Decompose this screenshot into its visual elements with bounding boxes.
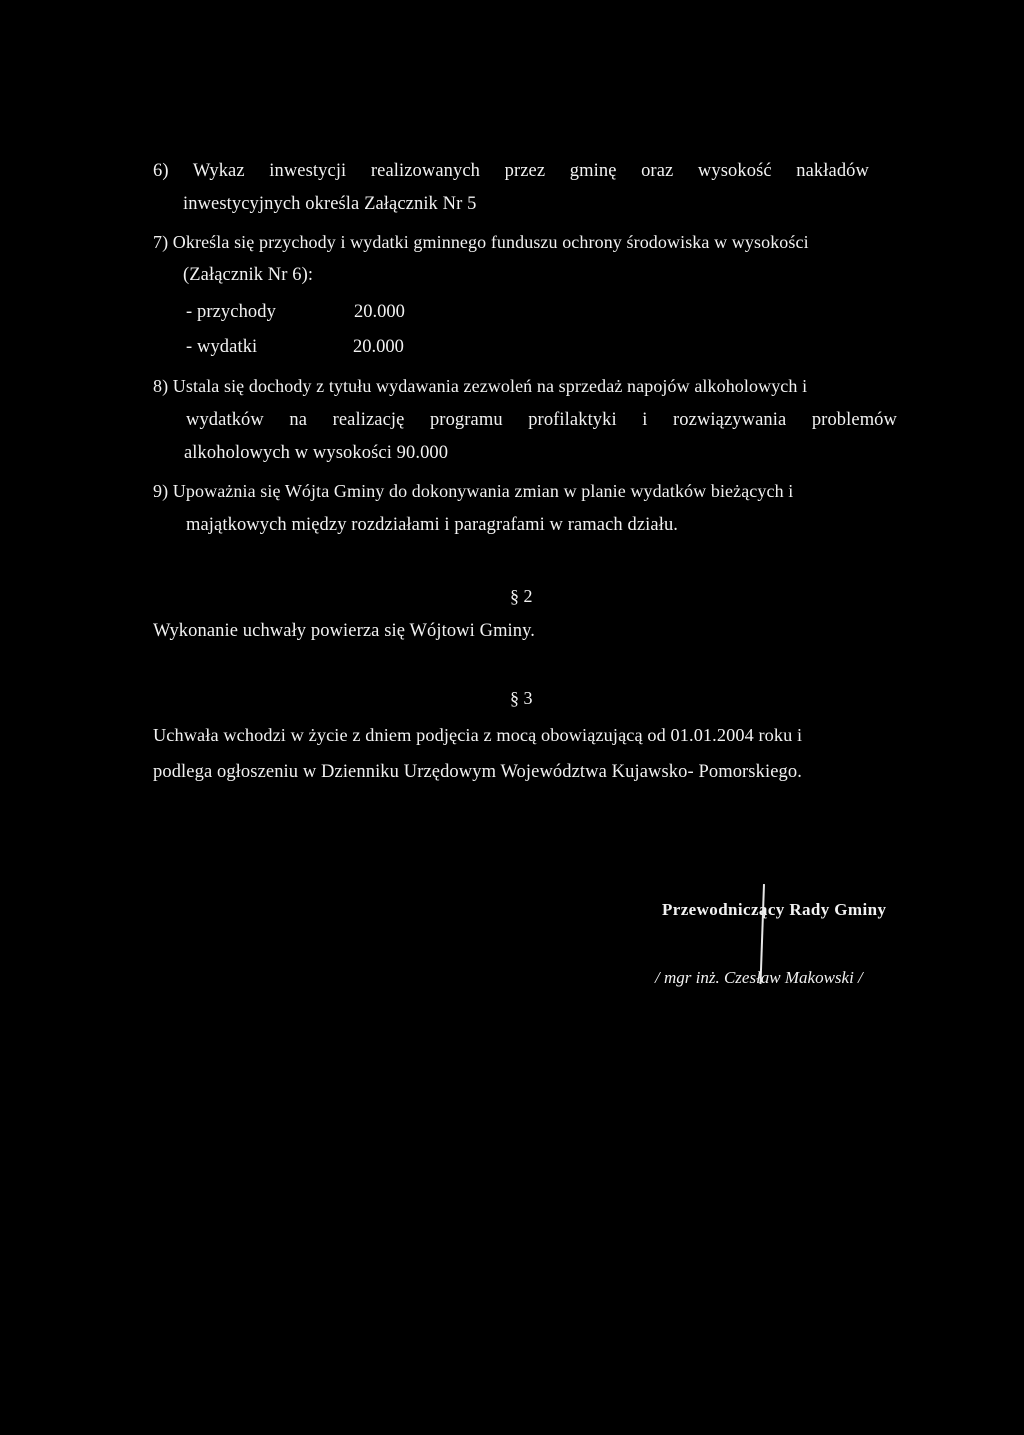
item-8-line-1: 8) Ustala się dochody z tytułu wydawania zezwoleń na sprzedaż napojów alkoholowych i [153, 376, 808, 396]
item-8-line-3: alkoholowych w wysokości 90.000 [184, 443, 449, 463]
section-3-line-1: Uchwała wchodzi w życie z dniem podjęcia z mocą obowiązującą od 01.01.2004 roku i [153, 725, 803, 745]
item-7-line-1: 7) Określa się przychody i wydatki gminnego funduszu ochrony środowiska w wysokości [153, 232, 809, 252]
expense-label: - wydatki [186, 337, 258, 357]
item-8-line-2: wydatków na realizację programu profilaktyki i rozwiązywania problemów [186, 410, 897, 430]
section-2-mark: § 2 [510, 586, 533, 606]
item-6-line-2: inwestycyjnych określa Załącznik Nr 5 [183, 194, 477, 214]
item-6-line-1 [153, 159, 869, 183]
signature-name: / mgr inż. Czesław Makowski / [655, 968, 863, 987]
income-label: - przychody [186, 302, 276, 322]
item-6-number: 6) [153, 161, 169, 181]
item-9-line-2: majątkowych między rozdziałami i paragrafami w ramach działu. [186, 515, 679, 535]
item-7-line-2: (Załącznik Nr 6): [183, 265, 314, 285]
section-2-text: Wykonanie uchwały powierza się Wójtowi Gminy. [153, 621, 536, 641]
expense-amount: 20.000 [353, 337, 404, 357]
section-3-mark: § 3 [510, 688, 533, 708]
item-6-text: Wykaz inwestycji realizowanych przez gminę oraz wysokość nakładów [192, 161, 869, 181]
section-3-line-2: podlega ogłoszeniu w Dzienniku Urzędowym Województwa Kujawsko- Pomorskiego. [153, 762, 802, 782]
income-amount: 20.000 [354, 302, 405, 322]
signature-title: Przewodniczący Rady Gminy [662, 900, 887, 919]
item-9-line-1: 9) Upoważnia się Wójta Gminy do dokonywania zmian w planie wydatków bieżących i [153, 481, 794, 501]
